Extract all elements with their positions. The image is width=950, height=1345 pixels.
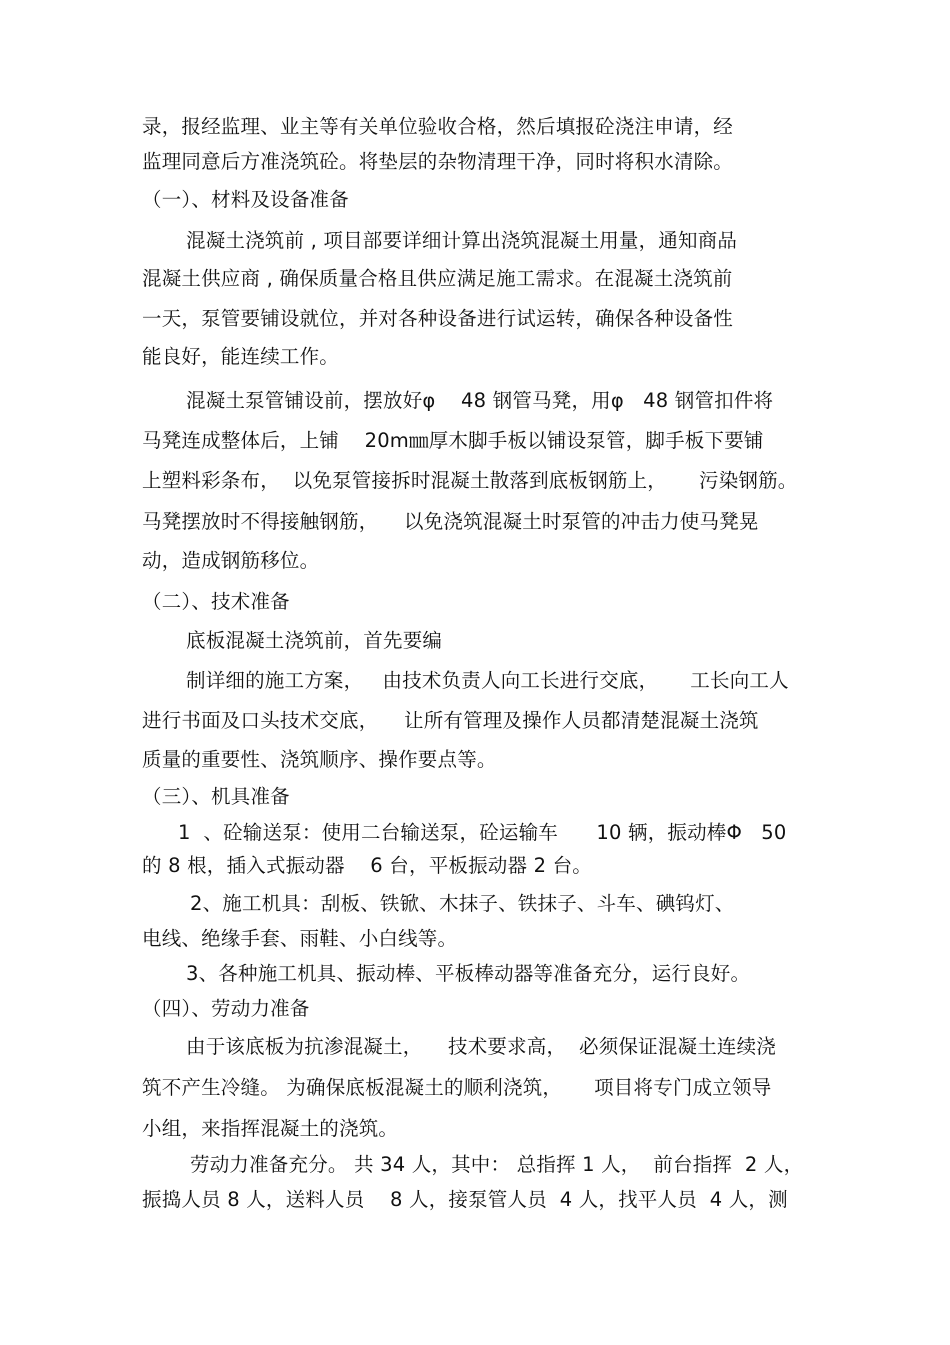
text-line: 电线、绝缘手套、雨鞋、小白线等。 [142, 927, 458, 950]
text-line: 小组，来指挥混凝土的浇筑。 [142, 1117, 399, 1140]
text-line: 动，造成钢筋移位。 [142, 549, 320, 572]
text-line: 筑不产生冷缝。 为确保底板混凝土的顺利浇筑， 项目将专门成立领导 [142, 1076, 772, 1099]
text-line: 能良好，能连续工作。 [142, 345, 340, 368]
text-line: 1 、砼输送泵：使用二台输送泵，砼运输车 10 辆，振动棒Φ 50 [178, 821, 787, 844]
text-line: 劳动力准备充分。 共 34 人，其中： 总指挥 1 人， 前台指挥 2 人， [190, 1153, 804, 1176]
section-heading: （三）、机具准备 [142, 785, 290, 808]
text-line: 监理同意后方准浇筑砼。将垫层的杂物清理干净，同时将积水清除。 [142, 150, 734, 173]
text-line: 进行书面及口头技术交底， 让所有管理及操作人员都清楚混凝土浇筑 [142, 709, 759, 732]
text-line: 底板混凝土浇筑前，首先要编 [186, 629, 443, 652]
text-line: 混凝土浇筑前 , 项目部要详细计算出浇筑混凝土用量，通知商品 [186, 229, 738, 252]
text-line: 由于该底板为抗渗混凝土， 技术要求高， 必须保证混凝土连续浇 [186, 1035, 776, 1058]
text-line: 混凝土泵管铺设前，摆放好φ 48 钢管马凳，用φ 48 钢管扣件将 [186, 389, 774, 412]
text-line: 制详细的施工方案， 由技术负责人向工长进行交底， 工长向工人 [186, 669, 789, 692]
section-heading: （四）、劳动力准备 [142, 997, 310, 1020]
text-line: 的 8 根，插入式振动器 6 台，平板振动器 2 台。 [142, 854, 593, 877]
section-heading: （二）、技术准备 [142, 590, 290, 613]
text-line: 马凳连成整体后，上铺 20m㎜厚木脚手板以铺设泵管，脚手板下要铺 [142, 429, 764, 452]
text-line: 3、各种施工机具、振动棒、平板棒动器等准备充分，运行良好。 [186, 962, 751, 985]
text-line: 录，报经监理、业主等有关单位验收合格，然后填报砼浇注申请，经 [142, 115, 734, 138]
text-line: 混凝土供应商 , 确保质量合格且供应满足施工需求。在混凝土浇筑前 [142, 267, 733, 290]
section-heading: （一）、材料及设备准备 [142, 188, 349, 211]
text-line: 2、施工机具：刮板、铁锨、木抹子、铁抹子、斗车、碘钨灯、 [190, 892, 735, 915]
text-line: 质量的重要性、浇筑顺序、操作要点等。 [142, 748, 497, 771]
text-line: 振捣人员 8 人，送料人员 8 人，接泵管人员 4 人，找平人员 4 人，测 [142, 1188, 788, 1211]
text-line: 上塑料彩条布， 以免泵管接拆时混凝土散落到底板钢筋上， 污染钢筋。 [142, 469, 798, 492]
text-line: 马凳摆放时不得接触钢筋， 以免浇筑混凝土时泵管的冲击力使马凳晃 [142, 510, 759, 533]
text-line: 一天，泵管要铺设就位，并对各种设备进行试运转，确保各种设备性 [142, 307, 734, 330]
